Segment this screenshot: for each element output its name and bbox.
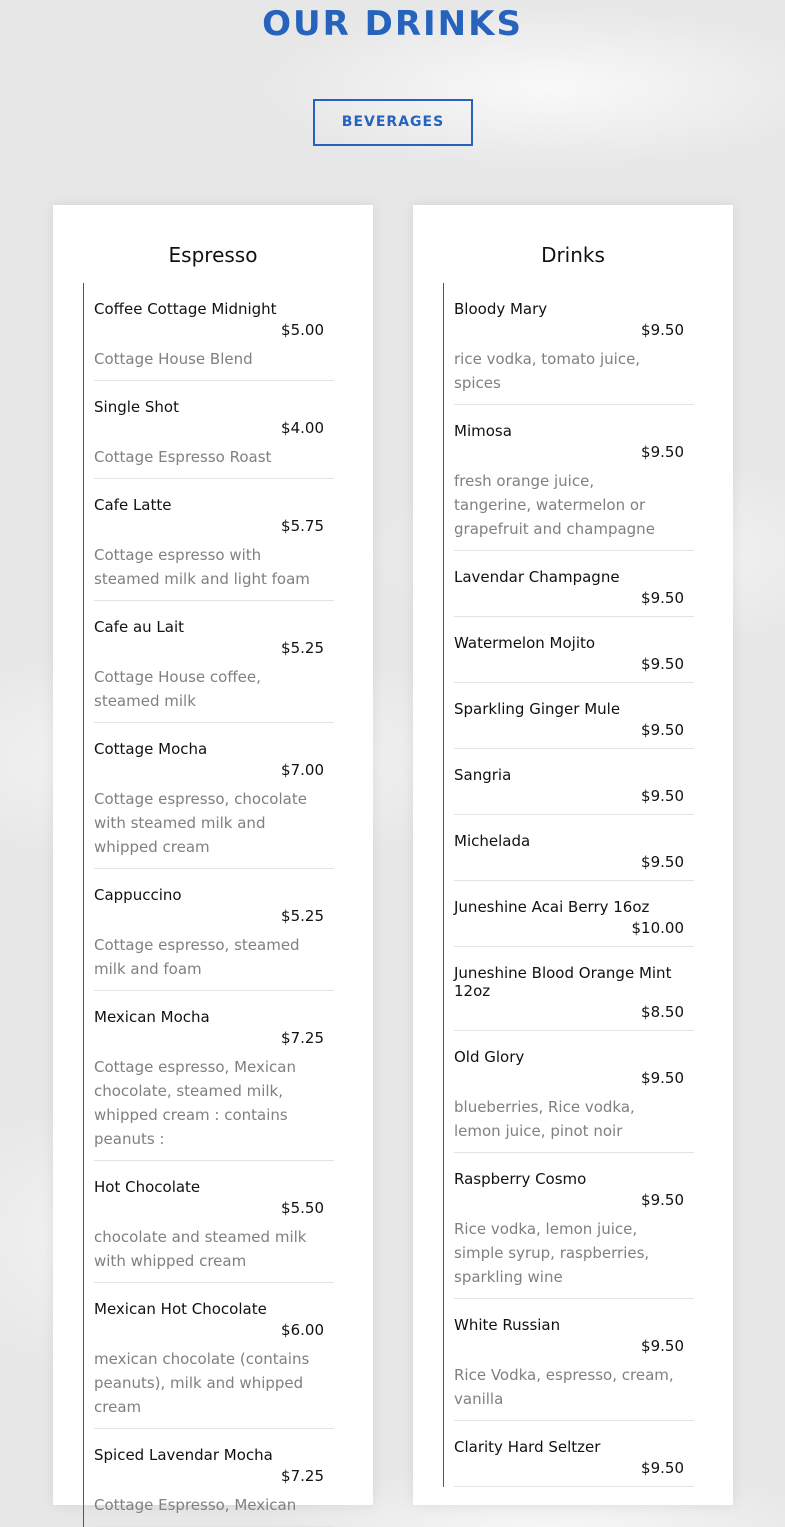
menu-item-name: Spiced Lavendar Mocha	[94, 1446, 273, 1464]
menu-item	[94, 479, 334, 601]
menu-item-description: Cottage espresso, Mexican chocolate, steamed milk, whipped cream : contains peanuts :	[94, 1058, 296, 1148]
menu-item	[454, 1031, 694, 1153]
menu-item-price: $9.50	[641, 721, 684, 739]
menu-item-price: $4.00	[281, 419, 324, 437]
menu-item-price: $7.00	[281, 761, 324, 779]
menu-item	[94, 991, 334, 1161]
menu-item-name: Lavendar Champagne	[454, 568, 620, 586]
page-title: OUR DRINKS	[262, 4, 523, 44]
menu-item	[454, 683, 694, 749]
menu-item-price: $6.00	[281, 1321, 324, 1339]
menu-item	[94, 869, 334, 991]
menu-item	[454, 881, 694, 947]
menu-item	[454, 1153, 694, 1299]
menu-item-price: $9.50	[641, 655, 684, 673]
menu-item-name: Clarity Hard Seltzer	[454, 1438, 601, 1456]
menu-item	[94, 1283, 334, 1429]
menu-item	[454, 1299, 694, 1421]
menu-item-name: Single Shot	[94, 398, 179, 416]
menu-item-price: $9.50	[641, 589, 684, 607]
menu-item-description: Cottage espresso, chocolate with steamed milk and whipped cream	[94, 790, 307, 856]
menu-item	[454, 947, 694, 1031]
menu-item-name: Sangria	[454, 766, 512, 784]
menu-item-name: Juneshine Acai Berry 16oz	[454, 898, 650, 916]
menu-item-description: Cottage espresso, steamed milk and foam	[94, 936, 300, 978]
menu-item-description: Rice Vodka, espresso, cream, vanilla	[454, 1366, 674, 1408]
menu-item-price: $5.50	[281, 1199, 324, 1217]
menu-item	[454, 405, 694, 551]
menu-item-name: Michelada	[454, 832, 531, 850]
menu-item-name: Cappuccino	[94, 886, 182, 904]
menu-item-price: $5.75	[281, 517, 324, 535]
menu-item-description: Rice vodka, lemon juice, simple syrup, raspberries, sparkling wine	[454, 1220, 650, 1286]
menu-item	[94, 1161, 334, 1283]
menu-item-name: Mexican Hot Chocolate	[94, 1300, 267, 1318]
menu-item-price: $9.50	[641, 1337, 684, 1355]
menu-item	[454, 815, 694, 881]
menu-item-name: Raspberry Cosmo	[454, 1170, 587, 1188]
drinks-heading: Drinks	[541, 243, 605, 267]
menu-item-price: $9.50	[641, 1191, 684, 1209]
menu-item-name: Mimosa	[454, 422, 512, 440]
menu-item-name: Cafe au Lait	[94, 618, 185, 636]
menu-item	[94, 1429, 334, 1527]
menu-item-price: $9.50	[641, 443, 684, 461]
menu-item-name: Juneshine Blood Orange Mint 12oz	[454, 964, 672, 1000]
menu-item-name: Mexican Mocha	[94, 1008, 210, 1026]
menu-item	[94, 723, 334, 869]
drinks-menu-card	[413, 205, 733, 1505]
menu-item-name: Cottage Mocha	[94, 740, 208, 758]
menu-item-price: $10.00	[631, 919, 684, 937]
menu-item-price: $5.25	[281, 907, 324, 925]
menu-item-description: Cottage House Blend	[94, 350, 253, 368]
menu-item-name: Hot Chocolate	[94, 1178, 201, 1196]
menu-item	[94, 381, 334, 479]
menu-item	[454, 617, 694, 683]
menu-item-description: Cottage espresso with steamed milk and light foam	[94, 546, 310, 588]
menu-item	[454, 1421, 694, 1487]
menu-item-description: fresh orange juice, tangerine, watermelon or grapefruit and champagne	[454, 472, 655, 538]
espresso-menu-card	[53, 205, 373, 1514]
menu-item-price: $9.50	[641, 787, 684, 805]
menu-item-price: $9.50	[641, 1459, 684, 1477]
menu-item-description: Cottage Espresso, Mexican	[94, 1496, 297, 1514]
menu-item-name: Old Glory	[454, 1048, 525, 1066]
menu-item-description: rice vodka, tomato juice, spices	[454, 350, 641, 392]
drinks-list	[443, 283, 704, 1487]
menu-item-price: $9.50	[641, 1069, 684, 1087]
menu-item-price: $7.25	[281, 1467, 324, 1485]
menu-item-price: $7.25	[281, 1029, 324, 1047]
menu-item	[94, 283, 334, 381]
menu-item-price: $5.25	[281, 639, 324, 657]
menu-item-name: Sparkling Ginger Mule	[454, 700, 621, 718]
menu-item-price: $9.50	[641, 321, 684, 339]
menu-item-name: Watermelon Mojito	[454, 634, 596, 652]
tab-beverages[interactable]: BEVERAGES	[313, 99, 473, 146]
menu-item-price: $8.50	[641, 1003, 684, 1021]
menu-item	[454, 283, 694, 405]
menu-item-description: Cottage Espresso Roast	[94, 448, 272, 466]
menu-item-name: Bloody Mary	[454, 300, 548, 318]
menu-item-name: Coffee Cottage Midnight	[94, 300, 277, 318]
menu-item-price: $9.50	[641, 853, 684, 871]
espresso-list	[83, 283, 344, 1527]
menu-item-description: Cottage House coffee, steamed milk	[94, 668, 261, 710]
menu-item	[454, 749, 694, 815]
espresso-heading: Espresso	[168, 243, 258, 267]
menu-item-description: blueberries, Rice vodka, lemon juice, pinot noir	[454, 1098, 635, 1140]
menu-item-price: $5.00	[281, 321, 324, 339]
menu-item-description: mexican chocolate (contains peanuts), milk and whipped cream	[94, 1350, 310, 1416]
menu-item	[94, 601, 334, 723]
menu-item	[454, 551, 694, 617]
menu-item-description: chocolate and steamed milk with whipped cream	[94, 1228, 307, 1270]
menu-item-name: White Russian	[454, 1316, 561, 1334]
menu-item-name: Cafe Latte	[94, 496, 172, 514]
